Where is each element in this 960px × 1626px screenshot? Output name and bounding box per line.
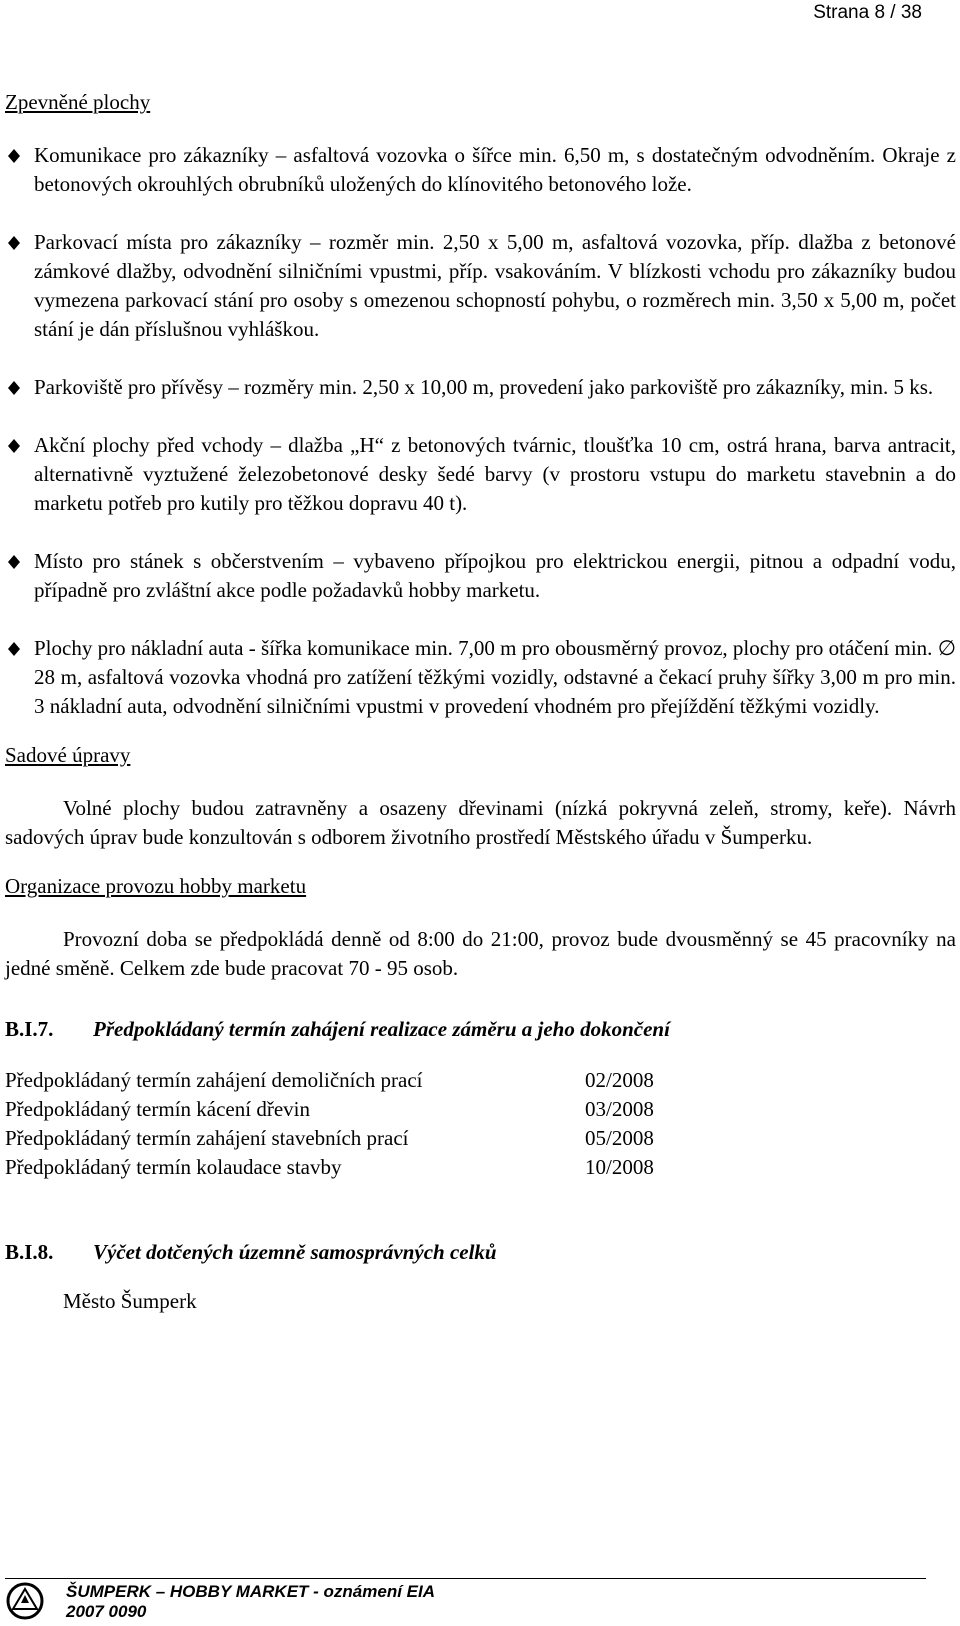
diamond-bullet-icon bbox=[7, 555, 21, 569]
list-item bbox=[5, 373, 956, 402]
schedule-table bbox=[5, 1066, 654, 1182]
landscaping-paragraph: Volné plochy budou zatravněny a osazeny dřevinami (nízká pokryvná zeleň, stromy, keře). Návrh sadových úprav bude konzultován s odborem životního prostředí Městského úřadu v Šumperku. bbox=[5, 796, 956, 849]
schedule-date: 02/2008 bbox=[585, 1068, 654, 1092]
schedule-label: Předpokládaný termín kácení dřevin bbox=[5, 1097, 310, 1121]
diamond-bullet-icon bbox=[7, 381, 21, 395]
section-heading-operation: Organizace provozu hobby marketu bbox=[5, 874, 307, 898]
schedule-label: Předpokládaný termín kolaudace stavby bbox=[5, 1155, 342, 1179]
list-item bbox=[5, 141, 956, 199]
diamond-bullet-icon bbox=[7, 439, 21, 453]
page-footer bbox=[5, 1578, 926, 1621]
bullet-text: Místo pro stánek s občerstvením – vybaveno přípojkou pro elektrickou energii, pitnou a odpadní vodu, případně pro zvláštní akce podle požadavků hobby marketu. bbox=[34, 549, 956, 602]
bullet-text: Parkoviště pro přívěsy – rozměry min. 2,50 x 10,00 m, provedení jako parkoviště pro zákazníky, min. 5 ks. bbox=[34, 375, 934, 399]
schedule-date: 03/2008 bbox=[585, 1097, 654, 1121]
section-heading-landscaping: Sadové úpravy bbox=[5, 743, 131, 767]
schedule-label: Předpokládaný termín zahájení demoličních prací bbox=[5, 1068, 423, 1092]
bullet-text: Komunikace pro zákazníky – asfaltová vozovka o šířce min. 6,50 m, s dostatečným odvodněním. Okraje z betonových okrouhlých obrubníků uložených do klínovitého betonového lože. bbox=[34, 143, 956, 196]
municipality-text: Město Šumperk bbox=[63, 1289, 197, 1313]
diamond-bullet-icon bbox=[7, 236, 21, 250]
company-logo-icon bbox=[5, 1581, 61, 1621]
schedule-label: Předpokládaný termín zahájení stavebních prací bbox=[5, 1126, 409, 1150]
diamond-bullet-icon bbox=[7, 149, 21, 163]
page-number: Strana 8 / 38 bbox=[813, 2, 922, 23]
diamond-bullet-icon bbox=[7, 642, 21, 656]
table-row bbox=[5, 1153, 654, 1182]
bullet-text: Plochy pro nákladní auta - šířka komunikace min. 7,00 m pro obousměrný provoz, plochy pro otáčení min. ∅ 28 m, asfaltová vozovka vhodná pro zatížení těžkými vozidly, odstavné a čekací pruhy šířky 3,00 m pro min. 3 nákladní auta, odvodnění silničními vpustmi v provedení vhodném pro přejíždění těžkými vozidly. bbox=[34, 636, 956, 718]
section-number: B.I.7. bbox=[5, 1017, 54, 1041]
table-row bbox=[5, 1095, 654, 1124]
section-title: Výčet dotčených územně samosprávných celků bbox=[93, 1240, 497, 1264]
list-item bbox=[5, 431, 956, 518]
section-heading-bi8 bbox=[5, 1238, 956, 1267]
footer-text bbox=[66, 1582, 435, 1622]
bullet-text: Akční plochy před vchody – dlažba „H“ z betonových tvárnic, tloušťka 10 cm, ostrá hrana, barva antracit, alternativně vyztužené železobetonové desky šedé barvy (v prostoru vstupu do marketu stavebnin a do marketu potřeb pro kutily pro těžkou dopravu 40 t). bbox=[34, 433, 956, 515]
section-number: B.I.8. bbox=[5, 1240, 54, 1264]
list-item bbox=[5, 228, 956, 344]
schedule-date: 10/2008 bbox=[585, 1155, 654, 1179]
paved-bullet-list bbox=[5, 141, 956, 721]
section-heading-bi7 bbox=[5, 1015, 956, 1044]
list-item bbox=[5, 547, 956, 605]
operation-paragraph: Provozní doba se předpokládá denně od 8:00 do 21:00, provoz bude dvousměnný se 45 pracovníky na jedné směně. Celkem zde bude pracovat 70 - 95 osob. bbox=[5, 927, 956, 980]
list-item bbox=[5, 634, 956, 721]
schedule-date: 05/2008 bbox=[585, 1126, 654, 1150]
bullet-text: Parkovací místa pro zákazníky – rozměr min. 2,50 x 5,00 m, asfaltová vozovka, příp. dlažba z betonové zámkové dlažby, odvodnění silničními vpustmi, příp. vsakováním. V blízkosti vchodu pro zákazníky budou vymezena parkovací stání pro osoby s omezenou schopností pohybu, o rozměrech min. 3,50 x 5,00 m, počet stání je dán příslušnou vyhláškou. bbox=[34, 230, 956, 341]
footer-code: 2007 0090 bbox=[66, 1602, 147, 1621]
section-heading-paved: Zpevněné plochy bbox=[5, 90, 151, 114]
table-row bbox=[5, 1124, 654, 1153]
section-title: Předpokládaný termín zahájení realizace záměru a jeho dokončení bbox=[93, 1017, 670, 1041]
table-row bbox=[5, 1066, 654, 1095]
document-body bbox=[5, 88, 956, 1316]
footer-title: ŠUMPERK – HOBBY MARKET - oznámení EIA bbox=[66, 1582, 436, 1601]
